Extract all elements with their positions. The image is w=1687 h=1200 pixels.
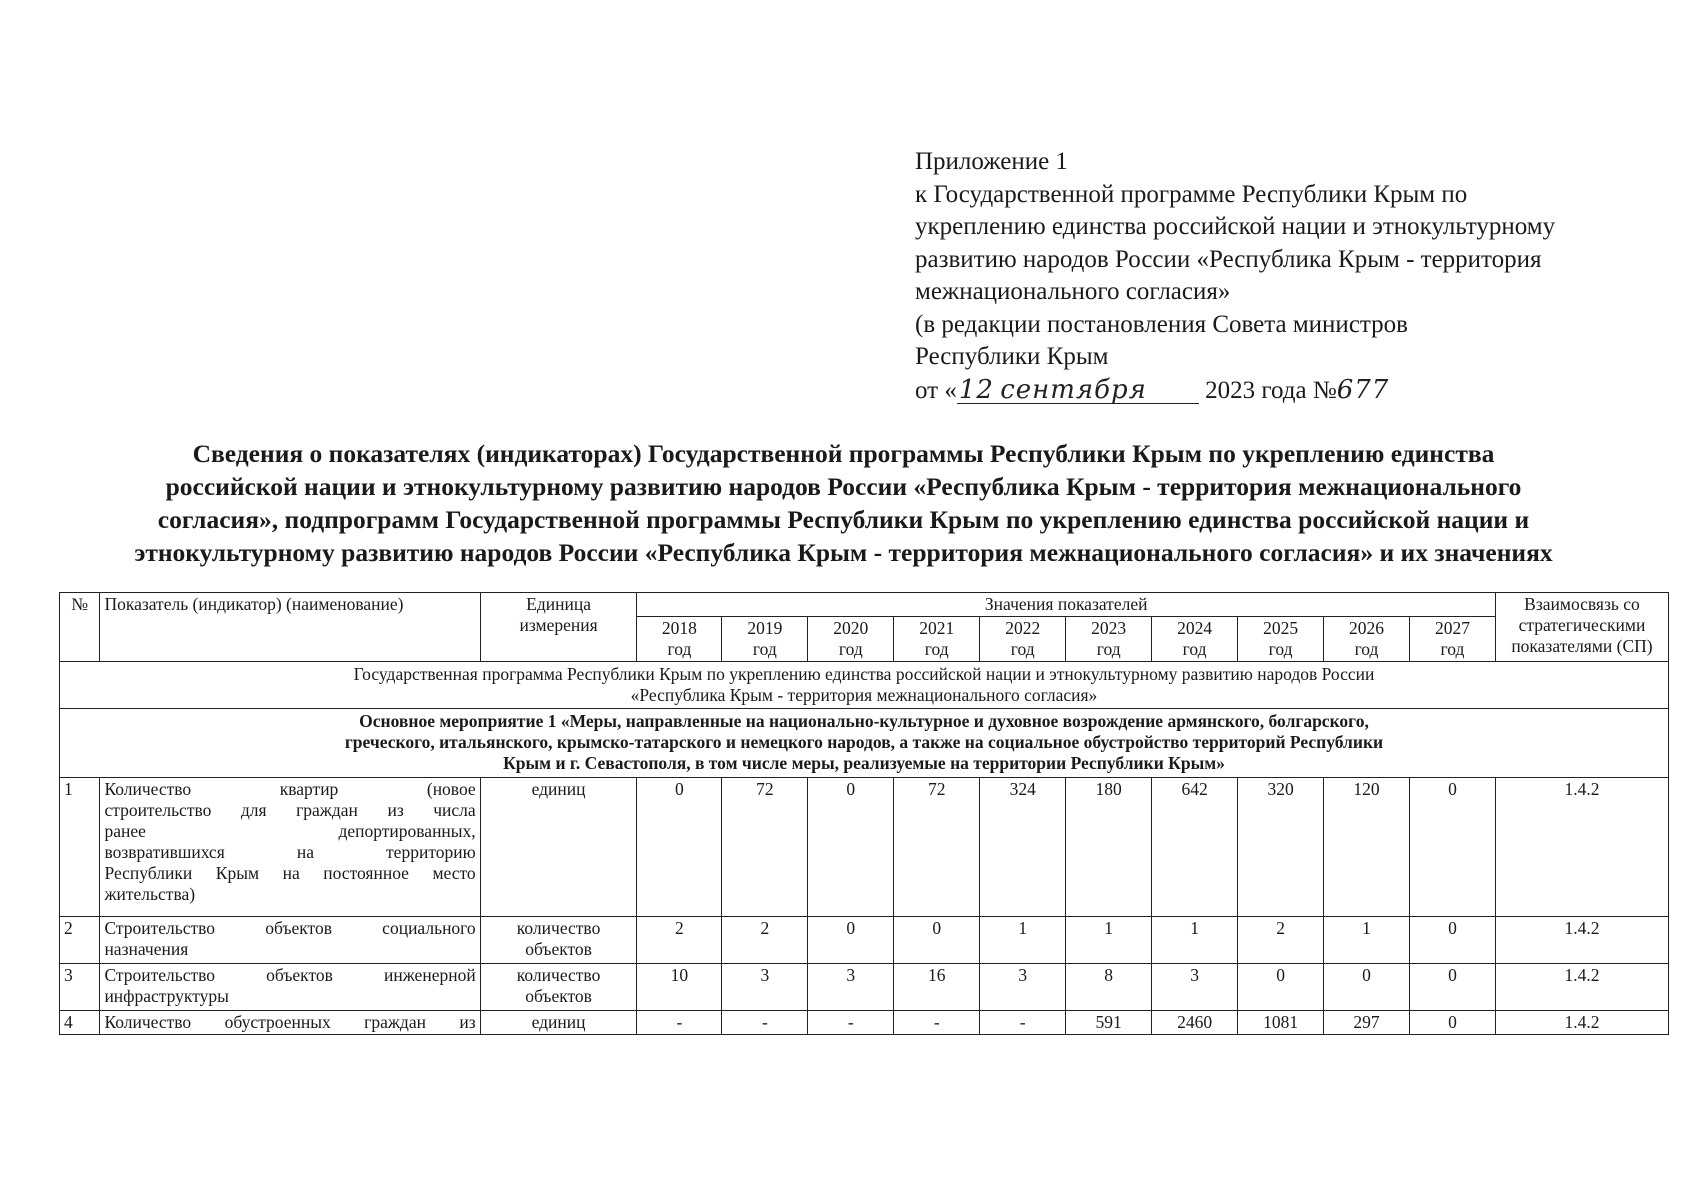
- row-value: 0: [1410, 964, 1496, 1011]
- header-sp: [1495, 593, 1668, 662]
- table-row: [60, 1011, 1669, 1035]
- row-unit: количество объектов: [480, 917, 637, 964]
- row-value: 3: [1152, 964, 1238, 1011]
- row-value: 0: [894, 917, 980, 964]
- annex-line: Республики Крым: [915, 343, 1109, 370]
- program-row: [60, 662, 1669, 709]
- title-line: согласия», подпрограмм Государственной программы Республики Крым по укреплению единства российской нации и: [157, 505, 1530, 534]
- row-value: -: [980, 1011, 1066, 1035]
- row-sp: 1.4.2: [1495, 778, 1668, 917]
- row-num: 1: [60, 778, 100, 917]
- row-value: 3: [808, 964, 894, 1011]
- header-year: 2020 год: [808, 617, 894, 662]
- row-value: -: [808, 1011, 894, 1035]
- row-value: 2: [1238, 917, 1324, 964]
- row-value: 8: [1066, 964, 1152, 1011]
- annex-line: укреплению единства российской нации и этнокультурному: [915, 213, 1556, 240]
- row-value: 297: [1324, 1011, 1410, 1035]
- header-sp-line: Взаимосвязь со: [1524, 594, 1640, 614]
- annex-line: Приложение 1: [915, 148, 1068, 175]
- program-title: [60, 662, 1669, 709]
- row-value: 180: [1066, 778, 1152, 917]
- row-value: 3: [980, 964, 1066, 1011]
- annex-line: к Государственной программе Республики Крым по: [915, 180, 1468, 208]
- row-value: 2: [722, 917, 808, 964]
- row-value: 320: [1238, 778, 1324, 917]
- row-value: 1: [980, 917, 1066, 964]
- row-value: 0: [1410, 778, 1496, 917]
- row-value: 0: [808, 778, 894, 917]
- row-value: 324: [980, 778, 1066, 917]
- header-unit-line: измерения: [519, 615, 598, 635]
- header-year: 2023 год: [1066, 617, 1152, 662]
- row-sp: 1.4.2: [1495, 917, 1668, 964]
- row-value: 1: [1066, 917, 1152, 964]
- header-year: 2027 год: [1410, 617, 1496, 662]
- row-value: 591: [1066, 1011, 1152, 1035]
- row-value: 120: [1324, 778, 1410, 917]
- table-row: [60, 778, 1669, 917]
- header-year: 2021 год: [894, 617, 980, 662]
- header-indicator: Показатель (индикатор) (наименование): [100, 593, 480, 662]
- row-value: 0: [1410, 1011, 1496, 1035]
- handwritten-month: сентября: [1000, 374, 1147, 405]
- header-year: 2026 год: [1324, 617, 1410, 662]
- table-row: [60, 964, 1669, 1011]
- annex-line: межнационального согласия»: [915, 278, 1231, 305]
- header-sp-line: показателями (СП): [1511, 636, 1653, 656]
- row-indicator: Строительство объектов социального назначения: [100, 917, 480, 964]
- row-value: 0: [1324, 964, 1410, 1011]
- handwritten-day: 12: [958, 374, 994, 405]
- header-year: 2022 год: [980, 617, 1066, 662]
- measure-row: [60, 709, 1669, 778]
- row-value: 0: [808, 917, 894, 964]
- row-value: -: [637, 1011, 722, 1035]
- header-year: 2018 год: [637, 617, 722, 662]
- program-line: Государственная программа Республики Крым по укреплению единства российской нации и этнокультурному развитию народов России: [353, 664, 1375, 684]
- measure-line: греческого, итальянского, крымско-татарского и немецкого народов, а также на социальное обустройство территорий Республики: [344, 732, 1384, 752]
- table-row: [60, 917, 1669, 964]
- row-value: 2: [637, 917, 722, 964]
- row-value: 642: [1152, 778, 1238, 917]
- row-value: 0: [1238, 964, 1324, 1011]
- header-unit: [480, 593, 637, 662]
- row-value: 16: [894, 964, 980, 1011]
- row-sp: 1.4.2: [1495, 1011, 1668, 1035]
- header-num: №: [60, 593, 100, 662]
- row-value: 0: [1410, 917, 1496, 964]
- row-value: 1: [1152, 917, 1238, 964]
- measure-line: Крым и г. Севастополя, в том числе меры, реализуемые на территории Республики Крым»: [503, 753, 1225, 773]
- title-line: российской нации и этнокультурному развитию народов России «Республика Крым - территория межнационального: [165, 472, 1522, 501]
- row-value: 1: [1324, 917, 1410, 964]
- row-value: 0: [637, 778, 722, 917]
- row-value: 72: [722, 778, 808, 917]
- indicators-table: [59, 592, 1669, 1035]
- document-title: [40, 437, 1647, 569]
- row-value: 72: [894, 778, 980, 917]
- row-unit: единиц: [480, 1011, 637, 1035]
- title-line: Сведения о показателях (индикаторах) Государственной программы Республики Крым по укреплению единства: [192, 439, 1495, 468]
- date-prefix: от «: [915, 376, 957, 404]
- date-suffix: 2023 года №: [1205, 376, 1337, 404]
- date-blank: [957, 374, 1199, 405]
- annex-line: (в редакции постановления Совета министров: [915, 310, 1408, 338]
- row-num: 3: [60, 964, 100, 1011]
- measure-title: [60, 709, 1669, 778]
- annex-date-line: [915, 374, 1655, 408]
- measure-line: Основное мероприятие 1 «Меры, направленные на национально-культурное и духовное возрождение армянского, болгарского,: [359, 711, 1369, 731]
- row-indicator: Количество квартир (новое строительство для граждан из числа ранее депортированных, возвратившихся на территорию Республики Крым на постоянное место жительства): [100, 778, 480, 917]
- header-year: 2019 год: [722, 617, 808, 662]
- row-value: 1081: [1238, 1011, 1324, 1035]
- row-value: 2460: [1152, 1011, 1238, 1035]
- row-unit: единиц: [480, 778, 637, 917]
- row-value: 10: [637, 964, 722, 1011]
- annex-line: развитию народов России «Республика Крым - территория: [915, 245, 1542, 273]
- row-indicator: Количество обустроенных граждан из: [100, 1011, 480, 1035]
- program-line: «Республика Крым - территория межнационального согласия»: [630, 685, 1098, 705]
- row-value: 3: [722, 964, 808, 1011]
- header-year: 2024 год: [1152, 617, 1238, 662]
- row-num: 4: [60, 1011, 100, 1035]
- handwritten-number: 677: [1336, 374, 1390, 405]
- row-num: 2: [60, 917, 100, 964]
- header-unit-line: Единица: [526, 594, 591, 614]
- row-indicator: Строительство объектов инженерной инфраструктуры: [100, 964, 480, 1011]
- annex-header: [915, 146, 1655, 407]
- row-unit: количество объектов: [480, 964, 637, 1011]
- row-value: -: [722, 1011, 808, 1035]
- header-row: [60, 593, 1669, 617]
- header-sp-line: стратегическими: [1518, 615, 1646, 635]
- row-sp: 1.4.2: [1495, 964, 1668, 1011]
- header-year: 2025 год: [1238, 617, 1324, 662]
- header-values: Значения показателей: [637, 593, 1496, 617]
- row-value: -: [894, 1011, 980, 1035]
- title-line: этнокультурному развитию народов России «Республика Крым - территория межнационального согласия» и их значениях: [134, 538, 1553, 567]
